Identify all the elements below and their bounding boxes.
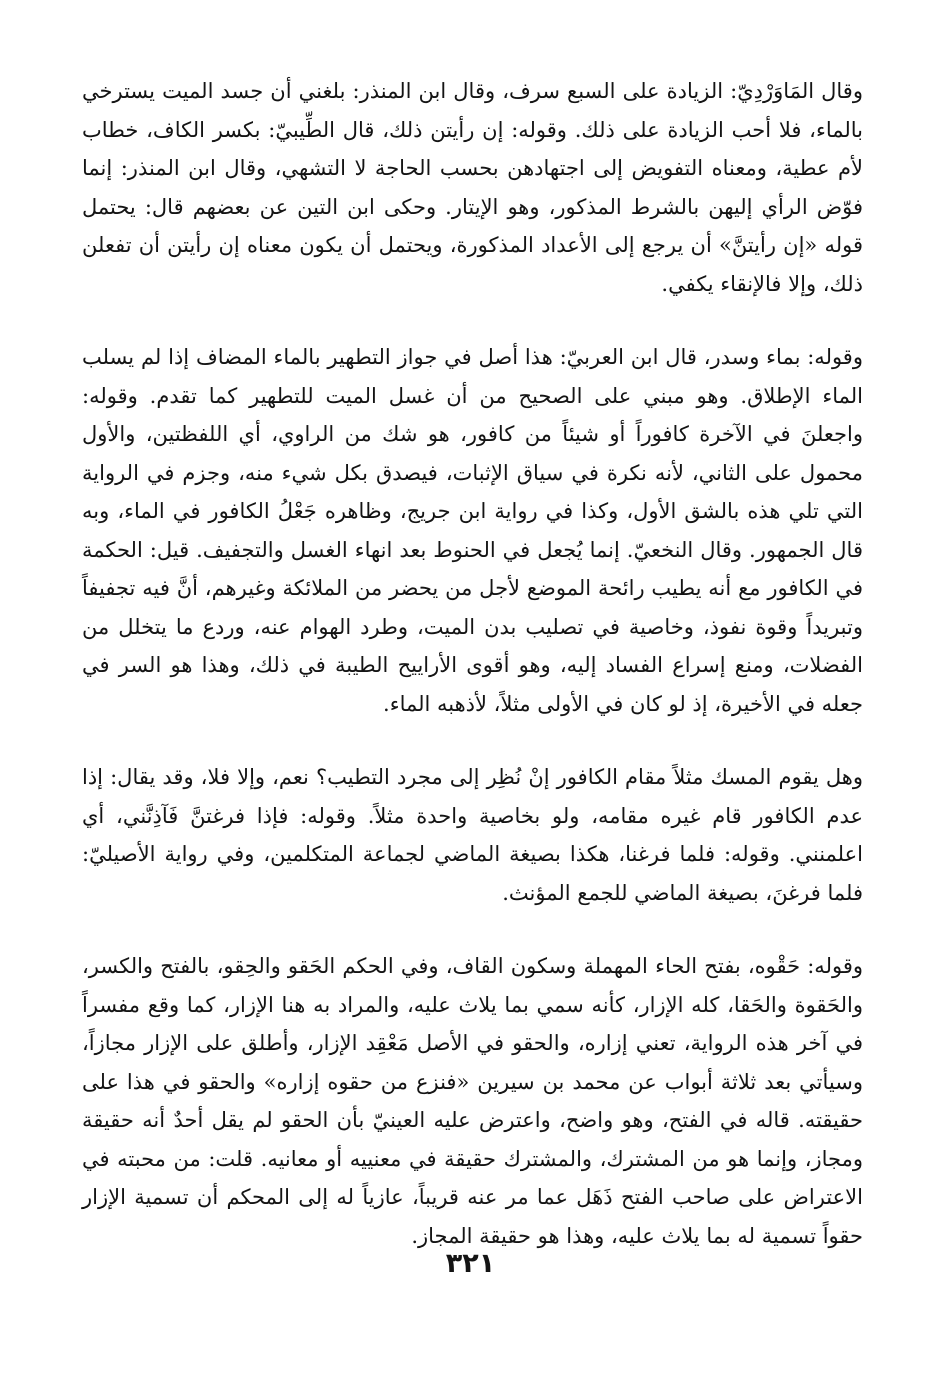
paragraph-2: وقوله: بماء وسدر، قال ابن العربيّ: هذا أصل في جواز التطهير بالماء المضاف إذا لم يسلب الماء الإطلاق. وهو مبني على الصحيح من أن غسل الميت للتطهير كما تقدم. وقوله: واجعلنَ في الآخرة كافوراً أو شيئاً من كافور، هو شك من الراوي، أي اللفظتين، والأول محمول على الثاني، لأنه نكرة في سياق الإثبات، فيصدق بكل شيء منه، وجزم في الرواية التي تلي هذه بالشق الأول، وكذا في رواية ابن جريج، وظاهره جَعْلُ الكافور في الماء، وبه قال الجمهور. وقال النخعيّ. إنما يُجعل في الحنوط بعد انهاء الغسل والتجفيف. قيل: الحكمة في الكافور مع أنه يطيب رائحة الموضع لأجل من يحضر من الملائكة وغيرهم، أنَّ فيه تجفيفاً وتبريداً وقوة نفوذ، وخاصية في تصليب بدن الميت، وطرد الهوام عنه، وردع ما يتخلل من الفضلات، ومنع إسراع الفساد إليه، وهو أقوى الأراييح الطيبة في ذلك، وهذا هو السر في جعله في الأخيرة، إذ لو كان في الأولى مثلاً، لأذهبه الماء. xyxy=(82,345,863,716)
page-number: ٣٢١ xyxy=(445,1248,496,1279)
paragraph-3: وهل يقوم المسك مثلاً مقام الكافور إنْ نُظِر إلى مجرد التطيب؟ نعم، وإلا فلا، وقد يقال: إذا عدم الكافور قام غيره مقامه، ولو بخاصية واحدة مثلاً. وقوله: فإذا فرغتنَّ فَآذِنَّني، أي اعلمنني. وقوله: فلما فرغنا، هكذا بصيغة الماضي لجماعة المتكلمين، وفي رواية الأصيليّ: فلما فرغنَ، بصيغة الماضي للجمع المؤنث. xyxy=(82,765,863,905)
paragraph-4: وقوله: حَقْوه، بفتح الحاء المهملة وسكون القاف، وفي الحكم الحَقو والحِقو، بالفتح والكسر، والحَقوة والحَقا، كله الإزار، كأنه سمي بما يلاث عليه، والمراد به هنا الإزار، كما وقع مفسراً في آخر هذه الرواية، تعني إزاره، والحقو في الأصل مَعْقِد الإزار، وأطلق على الإزار مجازاً، وسيأتي بعد ثلاثة أبواب عن محمد بن سيرين «فنزع من حقوه إزاره» والحقو في هذا على حقيقته. قاله في الفتح، وهو واضح، واعترض عليه العينيّ بأن الحقو لم يقل أحدٌ أنه حقيقة ومجاز، وإنما هو من المشترك، والمشترك حقيقة في معنييه أو معانيه. قلت: من محبته في الاعتراض على صاحب الفتح ذَهَل عما مر عنه قريباً، عازياً له إلى المحكم أن تسمية الإزار حقواً تسمية له بما يلاث عليه، وهذا هو حقيقة المجاز. xyxy=(82,954,863,1248)
paragraph-1: وقال المَاوَرْدِيّ: الزيادة على السبع سرف، وقال ابن المنذر: بلغني أن جسد الميت يسترخي بالماء، فلا أحب الزيادة على ذلك. وقوله: إن رأيتن ذلك، قال الطِّيبيّ: بكسر الكاف، خطاب لأم عطية، ومعناه التفويض إلى اجتهادهن بحسب الحاجة لا التشهي، وقال ابن المنذر: إنما فوّض الرأي إليهن بالشرط المذكور، وهو الإيتار. وحكى ابن التين عن بعضهم قال: يحتمل قوله «إن رأيتنَّ» أن يرجع إلى الأعداد المذكورة، ويحتمل أن يكون معناه إن رأيتن أن تفعلن ذلك، وإلا فالإنقاء يكفي. xyxy=(82,79,863,296)
